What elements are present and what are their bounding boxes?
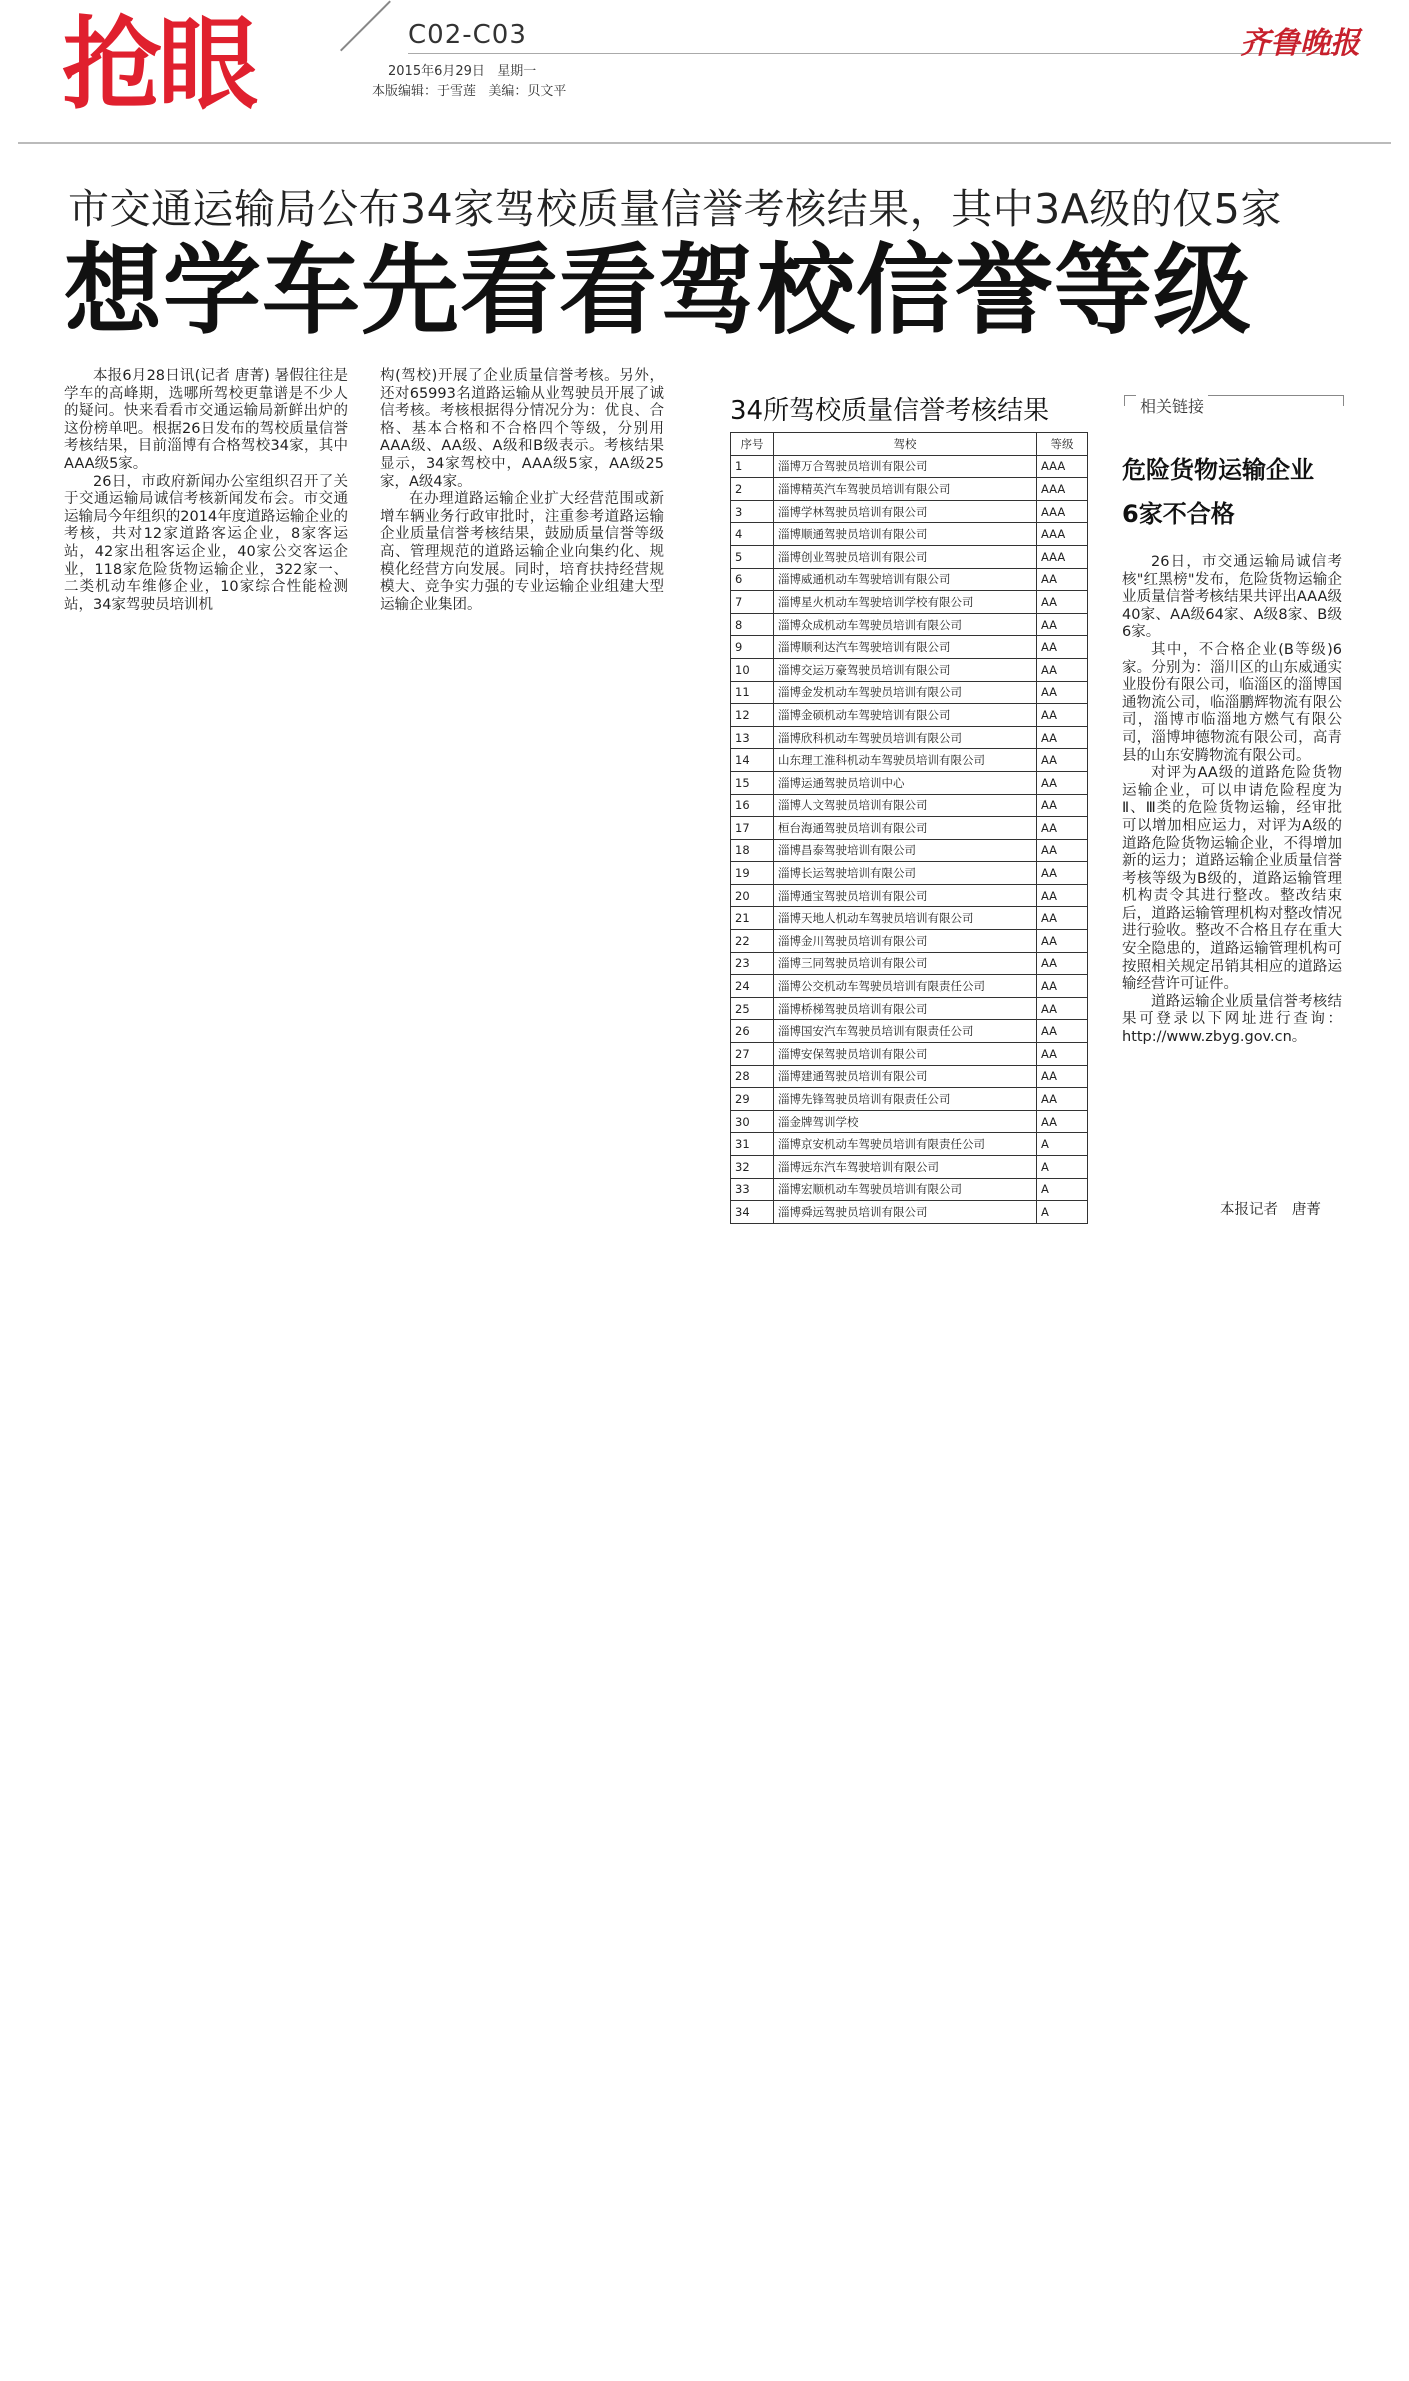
cell-grade: AA <box>1037 997 1088 1020</box>
cell-grade: AAA <box>1037 500 1088 523</box>
cell-number: 21 <box>731 907 774 930</box>
table-row <box>731 478 1088 501</box>
section-name: 抢眼 <box>62 6 254 123</box>
cell-grade: AA <box>1037 794 1088 817</box>
table-row <box>731 975 1088 998</box>
table-row <box>731 1110 1088 1133</box>
cell-grade: AA <box>1037 862 1088 885</box>
table-row <box>731 930 1088 953</box>
table-row <box>731 636 1088 659</box>
cell-school-name: 淄博众成机动车驾驶员培训有限公司 <box>774 613 1037 636</box>
cell-grade: AA <box>1037 681 1088 704</box>
masthead-rule <box>18 142 1391 144</box>
table-row <box>731 591 1088 614</box>
cell-school-name: 淄博运通驾驶员培训中心 <box>774 771 1037 794</box>
table-row <box>731 1020 1088 1043</box>
cell-number: 29 <box>731 1088 774 1111</box>
cell-school-name: 淄博金发机动车驾驶员培训有限公司 <box>774 681 1037 704</box>
cell-grade: AA <box>1037 636 1088 659</box>
cell-school-name: 淄博桥梯驾驶员培训有限公司 <box>774 997 1037 1020</box>
table-row <box>731 545 1088 568</box>
cell-grade: AAA <box>1037 523 1088 546</box>
cell-number: 7 <box>731 591 774 614</box>
cell-grade: A <box>1037 1178 1088 1201</box>
cell-number: 31 <box>731 1133 774 1156</box>
publication-date: 2015年6月29日 星期一 <box>388 64 537 79</box>
cell-school-name: 淄博三同驾驶员培训有限公司 <box>774 952 1037 975</box>
cell-number: 11 <box>731 681 774 704</box>
cell-school-name: 淄博公交机动车驾驶员培训有限责任公司 <box>774 975 1037 998</box>
cell-grade: AA <box>1037 952 1088 975</box>
cell-school-name: 淄博交运万豪驾驶员培训有限公司 <box>774 658 1037 681</box>
cell-number: 13 <box>731 726 774 749</box>
cell-number: 25 <box>731 997 774 1020</box>
cell-grade: AA <box>1037 771 1088 794</box>
cell-grade: AA <box>1037 591 1088 614</box>
cell-grade: AA <box>1037 839 1088 862</box>
cell-number: 20 <box>731 884 774 907</box>
sidebar-paragraph: 对评为AA级的道路危险货物运输企业，可以申请危险程度为Ⅱ、Ⅲ类的危险货物运输，经审批可以增加相应运力，对评为A级的道路危险货物运输企业，不得增加新的运力；道路运输企业质量信誉考核等级为B级的，道路运输管理机构责令其进行整改。整改结束后，道路运输管理机构对整改情况进行验收。整改不合格且存在重大安全隐患的，道路运输管理机构可按照相关规定吊销其相应的道路运输经营许可证件。 <box>1122 765 1342 993</box>
cell-school-name: 淄博舜远驾驶员培训有限公司 <box>774 1201 1037 1224</box>
cell-grade: AA <box>1037 704 1088 727</box>
table-row <box>731 749 1088 772</box>
cell-school-name: 淄博创业驾驶员培训有限公司 <box>774 545 1037 568</box>
sidebar-paragraph: 其中，不合格企业(B等级)6家。分别为：淄川区的山东威通实业股份有限公司，临淄区的淄博国通物流公司，临淄鹏辉物流有限公司，淄博市临淄地方燃气有限公司，淄博坤德物流有限公司，高青县的山东安腾物流有限公司。 <box>1122 641 1342 764</box>
cell-number: 12 <box>731 704 774 727</box>
cell-grade: AA <box>1037 726 1088 749</box>
table-row <box>731 839 1088 862</box>
sidebar-paragraph: 道路运输企业质量信誉考核结果可登录以下网址进行查询：http://www.zbyg.gov.cn。 <box>1122 993 1342 1046</box>
cell-school-name: 淄博欣科机动车驾驶员培训有限公司 <box>774 726 1037 749</box>
cell-number: 27 <box>731 1043 774 1066</box>
cell-grade: AA <box>1037 930 1088 953</box>
cell-number: 2 <box>731 478 774 501</box>
table-row <box>731 862 1088 885</box>
article-paragraph: 构(驾校)开展了企业质量信誉考核。另外，还对65993名道路运输从业驾驶员开展了诚信考核。考核根据得分情况分为：优良、合格、基本合格和不合格四个等级，分别用AAA级、AA级、A级和B级表示。考核结果显示，34家驾校中，AAA级5家，AA级25家，A级4家。 <box>380 368 664 490</box>
cell-grade: AA <box>1037 658 1088 681</box>
table-header-row <box>731 433 1088 456</box>
cell-school-name: 淄博京安机动车驾驶员培训有限责任公司 <box>774 1133 1037 1156</box>
cell-number: 4 <box>731 523 774 546</box>
sidebar-headline <box>1122 448 1352 536</box>
cell-school-name: 淄博先锋驾驶员培训有限责任公司 <box>774 1088 1037 1111</box>
cell-number: 14 <box>731 749 774 772</box>
header-grade: 等级 <box>1037 433 1088 456</box>
table-row <box>731 817 1088 840</box>
cell-grade: A <box>1037 1156 1088 1179</box>
related-links-label: 相关链接 <box>1136 394 1208 417</box>
cell-school-name: 淄博顺通驾驶员培训有限公司 <box>774 523 1037 546</box>
cell-number: 28 <box>731 1065 774 1088</box>
header-slash-divider <box>340 1 391 52</box>
sidebar-paragraph: 26日，市交通运输局诚信考核"红黑榜"发布，危险货物运输企业质量信誉考核结果共评出AAA级40家、AA级64家、A级8家、B级6家。 <box>1122 554 1342 641</box>
cell-number: 30 <box>731 1110 774 1133</box>
cell-grade: AA <box>1037 975 1088 998</box>
cell-number: 10 <box>731 658 774 681</box>
cell-grade: AA <box>1037 817 1088 840</box>
cell-grade: AA <box>1037 1065 1088 1088</box>
cell-number: 9 <box>731 636 774 659</box>
cell-grade: A <box>1037 1133 1088 1156</box>
cell-number: 17 <box>731 817 774 840</box>
cell-number: 16 <box>731 794 774 817</box>
cell-school-name: 淄博顺利达汽车驾驶培训有限公司 <box>774 636 1037 659</box>
table-row <box>731 952 1088 975</box>
newspaper-logo: 齐鲁晚报 <box>1240 26 1360 61</box>
cell-grade: AA <box>1037 613 1088 636</box>
editors-credit: 本版编辑：于雪莲 美编：贝文平 <box>372 84 567 99</box>
cell-grade: AA <box>1037 1020 1088 1043</box>
cell-grade: AA <box>1037 749 1088 772</box>
cell-number: 8 <box>731 613 774 636</box>
header-divider-line <box>408 53 1338 54</box>
table-row <box>731 907 1088 930</box>
cell-number: 23 <box>731 952 774 975</box>
table-row <box>731 1178 1088 1201</box>
cell-grade: AA <box>1037 568 1088 591</box>
table-row <box>731 1156 1088 1179</box>
table-row <box>731 658 1088 681</box>
sidebar-byline: 本报记者 唐菁 <box>1220 1202 1321 1218</box>
cell-school-name: 淄博精英汽车驾驶员培训有限公司 <box>774 478 1037 501</box>
header-number: 序号 <box>731 433 774 456</box>
cell-grade: AA <box>1037 907 1088 930</box>
cell-number: 33 <box>731 1178 774 1201</box>
sidebar-body <box>1122 554 1342 1047</box>
cell-school-name: 淄博安保驾驶员培训有限公司 <box>774 1043 1037 1066</box>
cell-school-name: 淄博学林驾驶员培训有限公司 <box>774 500 1037 523</box>
cell-grade: AAA <box>1037 545 1088 568</box>
cell-number: 24 <box>731 975 774 998</box>
cell-school-name: 淄博建通驾驶员培训有限公司 <box>774 1065 1037 1088</box>
cell-school-name: 淄博人文驾驶员培训有限公司 <box>774 794 1037 817</box>
cell-number: 32 <box>731 1156 774 1179</box>
cell-school-name: 淄博宏顺机动车驾驶员培训有限公司 <box>774 1178 1037 1201</box>
table-row <box>731 794 1088 817</box>
cell-school-name: 淄博金川驾驶员培训有限公司 <box>774 930 1037 953</box>
cell-number: 26 <box>731 1020 774 1043</box>
article-paragraph: 在办理道路运输企业扩大经营范围或新增车辆业务行政审批时，注重参考道路运输企业质量信誉考核结果，鼓励质量信誉等级高、管理规范的道路运输企业向集约化、规模化经营方向发展。同时，培育扶持经营规模大、竞争实力强的专业运输企业组建大型运输企业集团。 <box>380 491 664 613</box>
table-row <box>731 1088 1088 1111</box>
table-row <box>731 997 1088 1020</box>
cell-number: 3 <box>731 500 774 523</box>
table-row <box>731 1043 1088 1066</box>
table-row <box>731 1065 1088 1088</box>
sidebar-headline-line-1: 危险货物运输企业 <box>1122 456 1314 484</box>
driving-school-table <box>730 432 1088 1224</box>
table-row <box>731 568 1088 591</box>
article-headline: 想学车先看看驾校信誉等级 <box>64 234 1253 348</box>
cell-number: 34 <box>731 1201 774 1224</box>
article-paragraph: 26日，市政府新闻办公室组织召开了关于交通运输局诚信考核新闻发布会。市交通运输局今年组织的2014年度道路运输企业的考核，共对12家道路客运企业，8家客运站，42家出租客运企业，40家公交客运企业，118家危险货物运输企业，322家一、二类机动车维修企业，10家综合性能检测站，34家驾驶员培训机 <box>64 473 348 613</box>
article-column-1 <box>64 368 348 614</box>
table-row <box>731 523 1088 546</box>
table-title: 34所驾校质量信誉考核结果 <box>730 396 1050 426</box>
article-column-2 <box>380 368 664 614</box>
cell-number: 22 <box>731 930 774 953</box>
cell-number: 1 <box>731 455 774 478</box>
cell-school-name: 淄金牌驾训学校 <box>774 1110 1037 1133</box>
cell-school-name: 淄博天地人机动车驾驶员培训有限公司 <box>774 907 1037 930</box>
cell-school-name: 山东理工淮科机动车驾驶员培训有限公司 <box>774 749 1037 772</box>
page-code: C02-C03 <box>408 20 527 50</box>
cell-grade: AA <box>1037 1110 1088 1133</box>
cell-school-name: 淄博通宝驾驶员培训有限公司 <box>774 884 1037 907</box>
cell-grade: AAA <box>1037 455 1088 478</box>
cell-number: 5 <box>731 545 774 568</box>
cell-school-name: 淄博长运驾驶培训有限公司 <box>774 862 1037 885</box>
cell-school-name: 淄博昌泰驾驶培训有限公司 <box>774 839 1037 862</box>
cell-number: 19 <box>731 862 774 885</box>
table-row <box>731 1201 1088 1224</box>
sidebar-headline-line-2: 6家不合格 <box>1122 500 1235 528</box>
table-row <box>731 704 1088 727</box>
article-paragraph: 本报6月28日讯(记者 唐菁) 暑假往往是学车的高峰期，选哪所驾校更靠谱是不少人的疑问。快来看看市交通运输局新鲜出炉的这份榜单吧。根据26日发布的驾校质量信誉考核结果，目前淄博有合格驾校34家，其中AAA级5家。 <box>64 368 348 472</box>
table-row <box>731 455 1088 478</box>
article-subhead: 市交通运输局公布34家驾校质量信誉考核结果，其中3A级的仅5家 <box>68 185 1282 233</box>
cell-grade: AAA <box>1037 478 1088 501</box>
cell-grade: A <box>1037 1201 1088 1224</box>
cell-school-name: 淄博星火机动车驾驶培训学校有限公司 <box>774 591 1037 614</box>
cell-school-name: 淄博远东汽车驾驶培训有限公司 <box>774 1156 1037 1179</box>
table-row <box>731 884 1088 907</box>
cell-school-name: 淄博金硕机动车驾驶培训有限公司 <box>774 704 1037 727</box>
table-row <box>731 726 1088 749</box>
header-school: 驾校 <box>774 433 1037 456</box>
cell-school-name: 淄博万合驾驶员培训有限公司 <box>774 455 1037 478</box>
cell-number: 15 <box>731 771 774 794</box>
table-row <box>731 613 1088 636</box>
cell-school-name: 桓台海通驾驶员培训有限公司 <box>774 817 1037 840</box>
cell-number: 6 <box>731 568 774 591</box>
cell-school-name: 淄博威通机动车驾驶培训有限公司 <box>774 568 1037 591</box>
table-row <box>731 1133 1088 1156</box>
cell-grade: AA <box>1037 884 1088 907</box>
cell-grade: AA <box>1037 1088 1088 1111</box>
cell-grade: AA <box>1037 1043 1088 1066</box>
table-row <box>731 681 1088 704</box>
table-row <box>731 771 1088 794</box>
cell-number: 18 <box>731 839 774 862</box>
table-row <box>731 500 1088 523</box>
cell-school-name: 淄博国安汽车驾驶员培训有限责任公司 <box>774 1020 1037 1043</box>
